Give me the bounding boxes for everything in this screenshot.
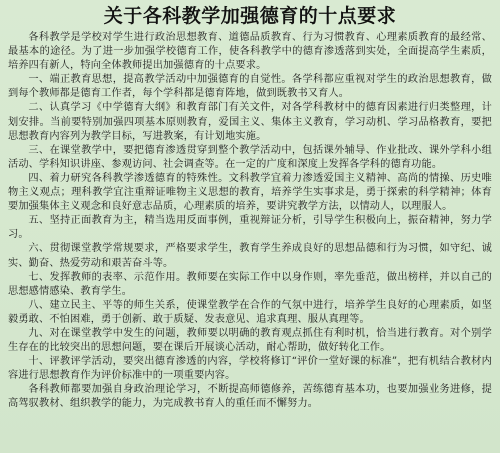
requirement-4: 四、着力研究各科教学渗透德育的特殊性。文科教学宜着力渗透爱国主义精神、高尚的情操、历史唯物主义观点；理科教学宜注重辩证唯物主义思想的教育，培养学生实事求是，勇于探索的科学精神；体育要加强集体主义观念和良好意志品质，心理素质的培养，要讲究教学方法，以情动人，以理服人。 xyxy=(8,172,492,213)
requirement-6: 六、贯彻课堂教学常规要求，严格要求学生，教育学生养成良好的思想品德和行为习惯，如守纪、诚实、勤奋、热爱劳动和艰苦奋斗等。 xyxy=(8,243,492,269)
requirement-3: 三、在课堂教学中，要把德育渗透贯穿到整个教学活动中，包括课外辅导、作业批改、课外学科小组活动、学科知识讲座、参观访问、社会调查等。在一定的广度和深度上发挥各学科的德育功能。 xyxy=(8,144,492,170)
intro-paragraph: 各科教学是学校对学生进行政治思想教育、道德品质教育、行为习惯教育、心理素质教育的最经常、最基本的途径。为了进一步加强学校德育工作，使各科教学中的德育渗透落到实处，全面提高学生素质，培养四有新人，特向全体教师提出加强德育的十点要求。 xyxy=(8,32,492,72)
requirement-1: 一、端正教育思想，提高教学活动中加强德育的自觉性。各学科都应重视对学生的政治思想教育，做到每个教师都是德育工作者，每个学科都是德育阵地，做到既教书又育人。 xyxy=(8,74,492,100)
document-title: 关于各科教学加强德育的十点要求 xyxy=(103,5,397,27)
requirement-10: 十、评教评学活动，要突出德育渗透的内容，学校将修订“评价一堂好课的标准”，把有机结合教材内容进行思想教育作为评价标准中的一项重要内容。 xyxy=(8,356,492,382)
requirement-2: 二、认真学习《中学德育大纲》和教育部门有关文件，对各学科教材中的德育因素进行归类整理，计划安排。当前要特别加强四项基本原则教育，爱国主义、集体主义教育，学习动机、学习品格教育，要把思想教育内容列为教学目标，写进教案，有计划地实施。 xyxy=(8,102,492,142)
requirement-5: 五、坚持正面教育为主，精当选用反面事例，重视辩证分析，引导学生积极向上，振奋精神，努力学习。 xyxy=(8,215,492,241)
requirement-8: 八、建立民主、平等的师生关系，使课堂教学在合作的气氛中进行，培养学生良好的心理素质，如坚毅勇敢、不怕困难，勇于创新、敢于质疑、发表意见、追求真理、服从真理等。 xyxy=(8,299,492,325)
closing-paragraph: 各科教师都要加强自身政治理论学习，不断提高师德修养，苦练德育基本功，也要加强业务进修，提高驾驭教材、组织教学的能力，为完成教书育人的重任而不懈努力。 xyxy=(8,384,492,410)
requirement-9: 九、对在课堂教学中发生的问题，教师要以明确的教育观点抓住有利时机，恰当进行教育。对个别学生存在的比较突出的思想问题，要在课后开展谈心活动，耐心帮助，做好转化工作。 xyxy=(8,327,492,354)
requirement-7: 七、发挥教师的表率、示范作用。教师要在实际工作中以身作则，率先垂范，做出榜样，并以自己的思想感情感染、教育学生。 xyxy=(8,271,492,297)
